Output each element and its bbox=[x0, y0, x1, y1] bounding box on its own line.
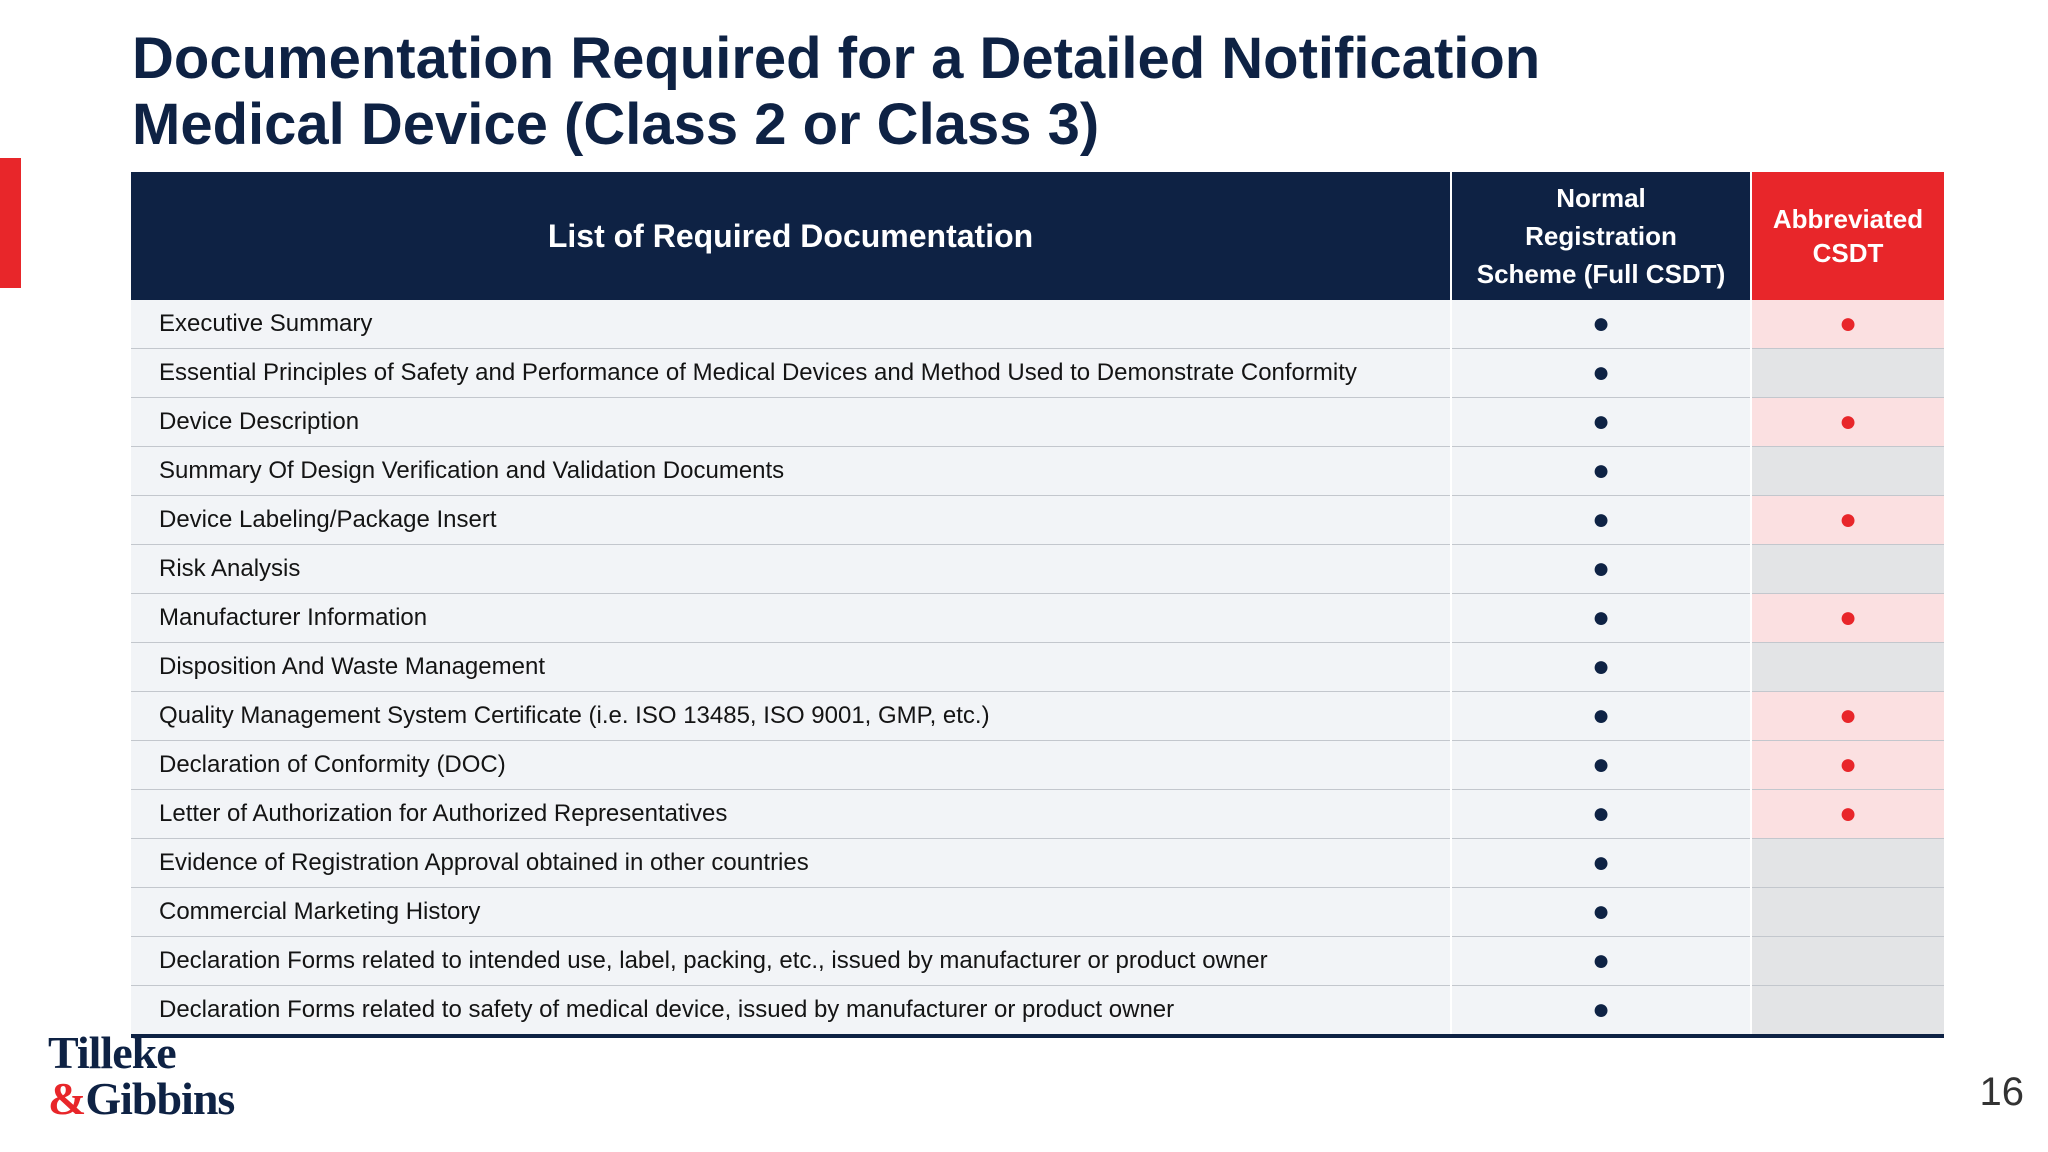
abbreviated-csdt-mark bbox=[1751, 888, 1944, 937]
header-abbreviated-line: Abbreviated bbox=[1772, 204, 1924, 234]
document-name: Device Description bbox=[131, 398, 1451, 447]
tilleke-gibbins-logo bbox=[48, 1027, 235, 1124]
abbreviated-csdt-mark: ● bbox=[1751, 790, 1944, 839]
table-row bbox=[131, 741, 1944, 790]
normal-scheme-mark: ● bbox=[1451, 300, 1751, 349]
header-abbreviated-line: CSDT bbox=[1812, 238, 1884, 268]
normal-scheme-mark: ● bbox=[1451, 692, 1751, 741]
normal-scheme-mark: ● bbox=[1451, 447, 1751, 496]
logo-line-1: Tilleke bbox=[48, 1027, 176, 1078]
normal-scheme-mark: ● bbox=[1451, 496, 1751, 545]
abbreviated-csdt-mark bbox=[1751, 937, 1944, 986]
document-name: Declaration Forms related to safety of medical device, issued by manufacturer or product owner bbox=[131, 986, 1451, 1037]
table-row bbox=[131, 643, 1944, 692]
table-body bbox=[131, 300, 1944, 1036]
table-row bbox=[131, 545, 1944, 594]
logo-ampersand: & bbox=[48, 1073, 86, 1124]
normal-scheme-mark: ● bbox=[1451, 790, 1751, 839]
abbreviated-csdt-mark bbox=[1751, 643, 1944, 692]
header-normal-registration bbox=[1451, 172, 1751, 300]
normal-scheme-mark: ● bbox=[1451, 888, 1751, 937]
page-number: 16 bbox=[1979, 1070, 2024, 1114]
document-name: Risk Analysis bbox=[131, 545, 1451, 594]
abbreviated-csdt-mark: ● bbox=[1751, 692, 1944, 741]
abbreviated-csdt-mark bbox=[1751, 447, 1944, 496]
header-abbreviated-csdt bbox=[1751, 172, 1944, 300]
table-row bbox=[131, 839, 1944, 888]
document-name: Declaration of Conformity (DOC) bbox=[131, 741, 1451, 790]
documentation-table bbox=[131, 172, 1944, 1038]
accent-bar bbox=[0, 158, 21, 288]
normal-scheme-mark: ● bbox=[1451, 937, 1751, 986]
document-name: Essential Principles of Safety and Performance of Medical Devices and Method Used to Demonstrate Conformity bbox=[131, 349, 1451, 398]
table-row bbox=[131, 594, 1944, 643]
normal-scheme-mark: ● bbox=[1451, 398, 1751, 447]
normal-scheme-mark: ● bbox=[1451, 594, 1751, 643]
document-name: Letter of Authorization for Authorized Representatives bbox=[131, 790, 1451, 839]
document-name: Commercial Marketing History bbox=[131, 888, 1451, 937]
table-row bbox=[131, 692, 1944, 741]
normal-scheme-mark: ● bbox=[1451, 839, 1751, 888]
abbreviated-csdt-mark bbox=[1751, 545, 1944, 594]
abbreviated-csdt-mark: ● bbox=[1751, 398, 1944, 447]
slide-title bbox=[132, 26, 1832, 158]
normal-scheme-mark: ● bbox=[1451, 545, 1751, 594]
table-row bbox=[131, 300, 1944, 349]
logo-line-2 bbox=[48, 1073, 235, 1124]
abbreviated-csdt-mark bbox=[1751, 839, 1944, 888]
abbreviated-csdt-mark: ● bbox=[1751, 594, 1944, 643]
normal-scheme-mark: ● bbox=[1451, 741, 1751, 790]
table-row bbox=[131, 888, 1944, 937]
table-row bbox=[131, 349, 1944, 398]
abbreviated-csdt-mark: ● bbox=[1751, 741, 1944, 790]
header-normal-line: Registration bbox=[1525, 221, 1677, 251]
logo-line-2-text: Gibbins bbox=[85, 1073, 235, 1124]
abbreviated-csdt-mark bbox=[1751, 349, 1944, 398]
title-line-1: Documentation Required for a Detailed Notification bbox=[132, 26, 1541, 91]
document-name: Device Labeling/Package Insert bbox=[131, 496, 1451, 545]
table-row bbox=[131, 447, 1944, 496]
header-normal-line: Scheme (Full CSDT) bbox=[1476, 259, 1726, 289]
title-line-2: Medical Device (Class 2 or Class 3) bbox=[132, 92, 1100, 157]
document-name: Executive Summary bbox=[131, 300, 1451, 349]
abbreviated-csdt-mark: ● bbox=[1751, 300, 1944, 349]
table-header-row bbox=[131, 172, 1944, 300]
normal-scheme-mark: ● bbox=[1451, 349, 1751, 398]
header-normal-line: Normal bbox=[1556, 183, 1646, 213]
normal-scheme-mark: ● bbox=[1451, 986, 1751, 1037]
document-name: Quality Management System Certificate (i.e. ISO 13485, ISO 9001, GMP, etc.) bbox=[131, 692, 1451, 741]
table-row bbox=[131, 496, 1944, 545]
abbreviated-csdt-mark bbox=[1751, 986, 1944, 1037]
document-name: Disposition And Waste Management bbox=[131, 643, 1451, 692]
table-row bbox=[131, 986, 1944, 1037]
document-name: Declaration Forms related to intended use, label, packing, etc., issued by manufacturer or product owner bbox=[131, 937, 1451, 986]
table-row bbox=[131, 790, 1944, 839]
table-row bbox=[131, 937, 1944, 986]
table-row bbox=[131, 398, 1944, 447]
normal-scheme-mark: ● bbox=[1451, 643, 1751, 692]
abbreviated-csdt-mark: ● bbox=[1751, 496, 1944, 545]
document-name: Summary Of Design Verification and Validation Documents bbox=[131, 447, 1451, 496]
document-name: Evidence of Registration Approval obtained in other countries bbox=[131, 839, 1451, 888]
document-name: Manufacturer Information bbox=[131, 594, 1451, 643]
header-list-of-documentation: List of Required Documentation bbox=[131, 172, 1451, 300]
